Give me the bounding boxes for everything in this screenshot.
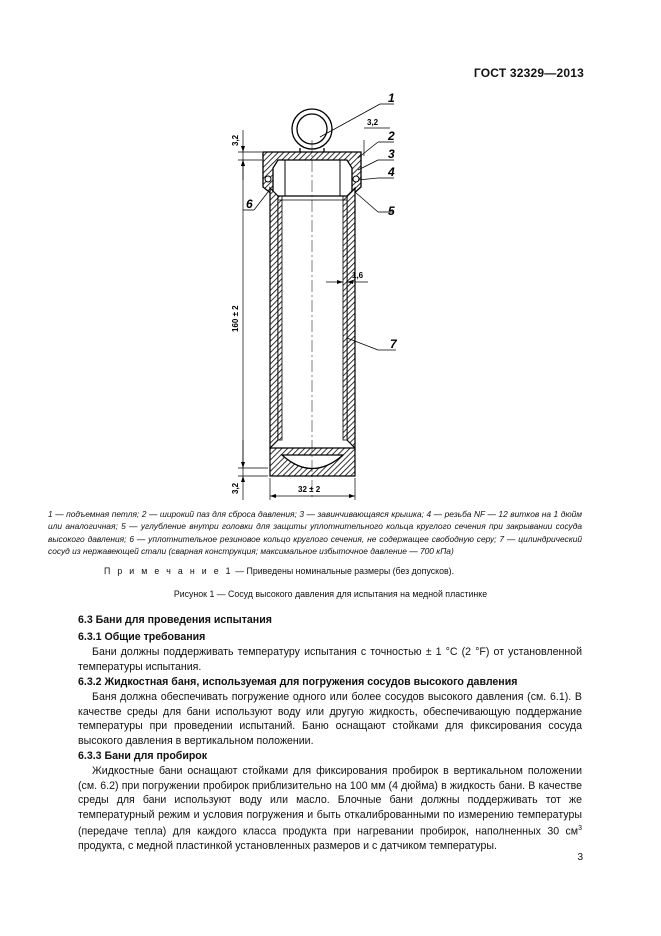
- legend-num: 2: [141, 509, 147, 519]
- part-2: 2: [388, 129, 395, 143]
- page-number: 3: [577, 852, 583, 863]
- part-1: 1: [388, 91, 395, 105]
- dim-height: 160 ± 2: [231, 305, 240, 332]
- figure-legend: [48, 508, 582, 558]
- dim-top-gap: 3,2: [231, 134, 240, 146]
- legend-text: — уплотнительное резиновое кольцо круглого сечения, не содержащее свободную серу;: [136, 533, 497, 544]
- note-text: — Приведены номинальные размеры (без допусков).: [235, 566, 455, 576]
- legend-num: 3: [299, 509, 305, 519]
- part-7: 7: [390, 337, 397, 351]
- dim-diameter: 32 ± 2: [298, 485, 321, 494]
- part-6: 6: [246, 197, 253, 211]
- section-6-3-3-text: [78, 764, 582, 854]
- part-5: 5: [388, 204, 395, 218]
- legend-num: 7: [499, 533, 505, 544]
- legend-num: 1: [48, 509, 53, 519]
- part-3: 3: [388, 147, 395, 161]
- section-6-3-1-text: [78, 645, 582, 674]
- figure-caption: Рисунок 1 — Сосуд высокого давления для испытания на медной пластинке: [173, 589, 488, 599]
- figure-note: [104, 566, 454, 576]
- section-6-3-title: 6.3 Бани для проведения испытания: [78, 614, 272, 626]
- legend-text: — подъемная петля;: [55, 509, 140, 519]
- legend-num: 4: [426, 509, 432, 519]
- o-ring-right: [353, 176, 359, 182]
- superscript: 3: [578, 825, 582, 832]
- paragraph: Баня должна обеспечивать погружение одного или более сосудов высокого давления (см. 6.1). В качестве среды для бани используют воду или другую жидкость, обеспечивающую поддержание температуры при проведении испытаний. Баню оснащают стойками для фиксирования сосуда высокого давления в вертикальном положении.: [78, 691, 582, 747]
- leader-lines: [243, 104, 396, 350]
- dim-bottom-gap: 3,2: [231, 482, 240, 494]
- cylindrical-vessel: [270, 140, 355, 500]
- note-label: П р и м е ч а н и е 1: [104, 566, 233, 576]
- legend-text: — резьба NF — 12 витков на 1 дюйм или аналогичная;: [48, 509, 583, 532]
- section-6-3-2-title: 6.3.2 Жидкостная баня, используемая для погружения сосудов высокого давления: [78, 676, 518, 688]
- legend-num: 6: [129, 533, 134, 544]
- paragraph-part: Жидкостные бани оснащают стойками для фиксирования пробирок в вертикальном положении (см. 6.2) при погружении пробирок приблизительно на 100 мм (4 дюйма) в жидкость бани. В качестве среды для бани используют воду или масло. Блочные бани должны поддерживать тот же температурный режим и условия погружения и быть откалиброванными по измерению температуры (передаче тепла) для каждого класса продукта при нагревании пробирок, наполненных 30 см: [78, 765, 582, 838]
- dimension-arrows: [241, 146, 355, 498]
- paragraph-part: продукта, с медной пластинкой установленных размеров и с датчиком температуры.: [78, 840, 497, 853]
- legend-text: — цилиндрический сосуд из нержавеющей стали (сварная конструкция; максимальное избыточное давление — 700 кПа): [48, 533, 583, 557]
- o-ring-left: [265, 176, 271, 182]
- legend-num: 5: [121, 521, 126, 532]
- document-header: ГОСТ 32329—2013: [473, 66, 584, 80]
- part-4: 4: [388, 165, 395, 179]
- paragraph: [78, 764, 582, 854]
- section-6-3-3-title: 6.3.3 Бани для пробирок: [78, 750, 208, 762]
- section-6-3-1-title: 6.3.1 Общие требования: [78, 631, 206, 643]
- paragraph: Бани должны поддерживать температуру испытания с точностью ± 1 °C (2 °F) от установленной температуры испытания.: [78, 646, 582, 673]
- dim-top-right: 3,2: [367, 118, 379, 127]
- legend-text: — завинчивающаяся крышка;: [306, 509, 424, 519]
- dimension-lines: [238, 128, 390, 500]
- legend-text: — углубление внутри головки для защиты уплотнительного кольца круглого сечения при закрывании сосуда высокого давления;: [48, 521, 583, 544]
- legend-text: — широкий паз для сброса давления;: [149, 509, 297, 519]
- dim-wall: 1,6: [352, 271, 364, 280]
- section-6-3-2-text: [78, 690, 582, 748]
